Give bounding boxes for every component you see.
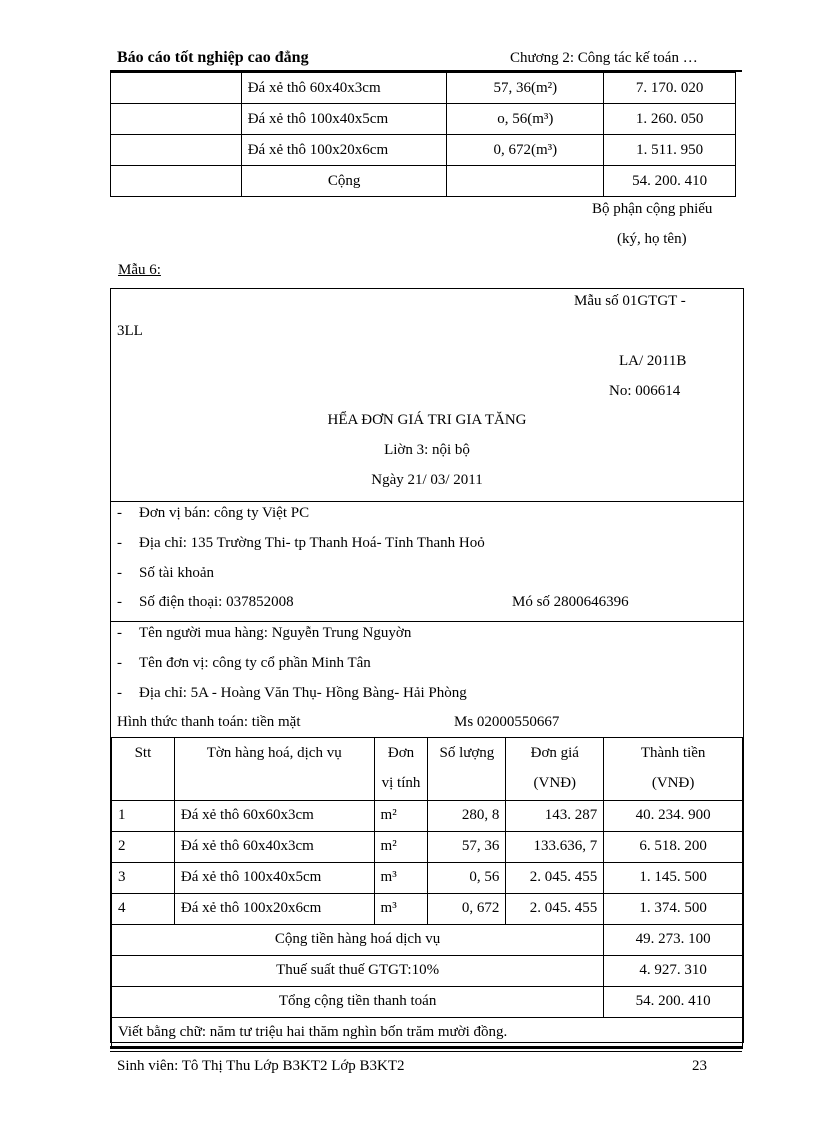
total-amount: 54. 200. 410 — [604, 166, 736, 197]
divider — [111, 501, 743, 502]
bullet: - — [117, 535, 122, 551]
item-qty: o, 56(m³) — [447, 104, 604, 135]
item-name: Đá xẻ thô 60x60x3cm — [174, 801, 374, 832]
signature-role: Bộ phận cộng phiếu — [592, 201, 713, 217]
divider — [111, 621, 743, 622]
bullet: - — [117, 625, 122, 641]
seller-name — [117, 505, 309, 522]
item-amount: 1. 260. 050 — [604, 104, 736, 135]
table-row — [112, 832, 743, 863]
item-name: Đá xẻ thô 60x40x3cm — [241, 73, 447, 104]
table-row — [111, 73, 736, 104]
item-name: Đá xẻ thô 100x20x6cm — [241, 135, 447, 166]
student-info: Sinh viên: Tô Thị Thu Lớp B3KT2 Lớp B3KT2 — [117, 1058, 405, 1074]
item-qty: 280, 8 — [428, 801, 506, 832]
item-total: 1. 374. 500 — [604, 894, 743, 925]
invoice-date: Ngày 21/ 03/ 2011 — [371, 472, 483, 488]
item-qty: 0, 672(m³) — [447, 135, 604, 166]
item-stt: 3 — [112, 863, 175, 894]
item-unit: m³ — [374, 894, 428, 925]
seller-phone-text: Số điện thoại: 037852008 — [139, 594, 294, 610]
col-unit: Đơn vị tính — [374, 738, 428, 801]
bullet: - — [117, 565, 122, 581]
table-row — [112, 801, 743, 832]
bullet: - — [117, 685, 122, 701]
seller-address — [117, 535, 485, 552]
item-name: Đá xẻ thô 100x40x5cm — [241, 104, 447, 135]
footer-divider — [110, 1046, 742, 1049]
seller-tax-code: Mó số 2800646396 — [512, 594, 629, 610]
bullet: - — [117, 505, 122, 521]
item-unit: m² — [374, 832, 428, 863]
page-number: 23 — [692, 1058, 707, 1074]
item-total: 40. 234. 900 — [604, 801, 743, 832]
form-number-cont: 3LL — [117, 323, 143, 339]
summary-table — [110, 72, 736, 197]
grand-total-row — [112, 987, 743, 1018]
vat-value: 4. 927. 310 — [604, 956, 743, 987]
item-price: 143. 287 — [506, 801, 604, 832]
buyer-unit-text: Tên đơn vị: công ty cổ phần Minh Tân — [139, 655, 371, 671]
buyer-tax-code: Ms 02000550667 — [454, 714, 560, 730]
vat-label: Thuế suất thuế GTGT:10% — [112, 956, 604, 987]
buyer-address — [117, 685, 467, 702]
form-number: Mẫu số 01GTGT - — [574, 293, 686, 309]
buyer-name-text: Tên người mua hàng: Nguyễn Trung Nguyờn — [139, 625, 412, 641]
table-row — [111, 104, 736, 135]
bullet: - — [117, 655, 122, 671]
amount-in-words-row — [112, 1018, 743, 1049]
buyer-address-text: Địa chỉ: 5A - Hoàng Văn Thụ- Hồng Bàng- Hải Phòng — [139, 685, 467, 701]
item-amount: 1. 511. 950 — [604, 135, 736, 166]
table-row — [112, 863, 743, 894]
signature-note: (ký, họ tên) — [617, 231, 687, 247]
invoice-items-table — [111, 737, 743, 1049]
payment-method: Hình thức thanh toán: tiền mặt — [117, 714, 301, 730]
report-title: Báo cáo tốt nghiệp cao đẳng — [117, 49, 309, 66]
grand-total-value: 54. 200. 410 — [604, 987, 743, 1018]
section-label: Mẫu 6: — [118, 262, 161, 278]
col-stt: Stt — [112, 738, 175, 801]
seller-address-text: Địa chỉ: 135 Trường Thi- tp Thanh Hoá- Tỉnh Thanh Hoỏ — [139, 535, 485, 551]
table-header-row — [112, 738, 743, 801]
subtotal-value: 49. 273. 100 — [604, 925, 743, 956]
item-unit: m³ — [374, 863, 428, 894]
col-qty: Số lượng — [428, 738, 506, 801]
vat-invoice — [110, 288, 744, 1043]
invoice-number: No: 006614 — [609, 383, 681, 399]
col-price: Đơn giá (VNĐ) — [506, 738, 604, 801]
invoice-title: HỂA ĐƠN GIÁ TRI GIA TĂNG — [327, 412, 527, 428]
item-price: 2. 045. 455 — [506, 894, 604, 925]
item-qty: 57, 36 — [428, 832, 506, 863]
item-unit: m² — [374, 801, 428, 832]
item-qty: 57, 36(m²) — [447, 73, 604, 104]
seller-name-text: Đơn vị bán: công ty Việt PC — [139, 505, 310, 521]
invoice-copy: Liờn 3: nội bộ — [384, 442, 470, 458]
total-label: Cộng — [241, 166, 447, 197]
item-name: Đá xẻ thô 100x20x6cm — [174, 894, 374, 925]
chapter-title: Chương 2: Công tác kế toán … — [510, 50, 698, 66]
item-stt: 4 — [112, 894, 175, 925]
item-stt: 2 — [112, 832, 175, 863]
item-price: 133.636, 7 — [506, 832, 604, 863]
item-name: Đá xẻ thô 100x40x5cm — [174, 863, 374, 894]
item-name: Đá xẻ thô 60x40x3cm — [174, 832, 374, 863]
table-row — [112, 894, 743, 925]
grand-total-label: Tổng cộng tiền thanh toán — [112, 987, 604, 1018]
bullet: - — [117, 594, 122, 610]
col-name: Tờn hàng hoá, dịch vụ — [174, 738, 374, 801]
item-amount: 7. 170. 020 — [604, 73, 736, 104]
seller-account-text: Số tài khoản — [139, 565, 214, 581]
item-qty: 0, 672 — [428, 894, 506, 925]
col-total: Thành tiền (VNĐ) — [604, 738, 743, 801]
buyer-unit — [117, 655, 371, 672]
seller-account — [117, 565, 214, 582]
item-qty: 0, 56 — [428, 863, 506, 894]
footer-divider — [110, 1051, 742, 1052]
table-total-row — [111, 166, 736, 197]
item-stt: 1 — [112, 801, 175, 832]
invoice-series: LA/ 2011B — [619, 353, 687, 369]
subtotal-row — [112, 925, 743, 956]
item-total: 6. 518. 200 — [604, 832, 743, 863]
table-row — [111, 135, 736, 166]
subtotal-label: Cộng tiền hàng hoá dịch vụ — [112, 925, 604, 956]
amount-in-words: Viết bằng chữ: năm tư triệu hai thăm nghìn bốn trăm mười đồng. — [112, 1018, 743, 1049]
item-price: 2. 045. 455 — [506, 863, 604, 894]
seller-phone — [117, 594, 294, 611]
vat-row — [112, 956, 743, 987]
item-total: 1. 145. 500 — [604, 863, 743, 894]
buyer-name — [117, 625, 411, 642]
